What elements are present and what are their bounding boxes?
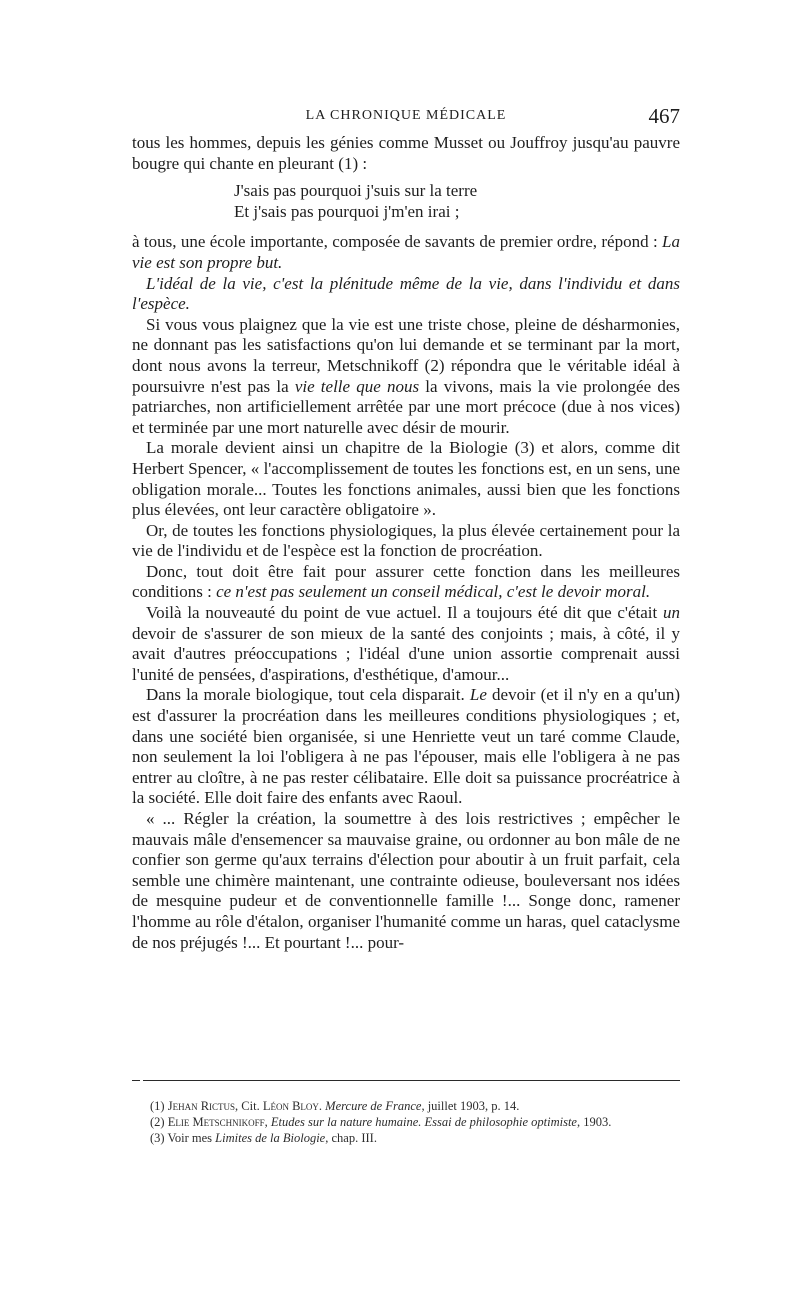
page-header bbox=[132, 104, 680, 132]
paragraph: La morale devient ainsi un chapitre de la Biologie (3) et alors, comme dit Herbert Spencer, « l'accomplissement de toutes les fonctions est, en un sens, une obligation morale... Toutes les fonctions animales, aussi bien que les fonctions plus élevées, ont leur caractère obligatoire ». bbox=[132, 438, 680, 520]
footnote-rule-short bbox=[132, 1080, 140, 1081]
paragraph: Dans la morale biologique, tout cela disparait. Le devoir (et il n'y en a qu'un) est d'assurer la procréation dans les meilleures conditions physiologiques ; et, dans une société bien organisée, si une Henriette veut un taré comme Claude, non seulement la loi l'obligera à ne pas l'épouser, mais elle l'obligera à ne pas entrer au cloître, à ne pas rester célibataire. Elle doit sa puissance procréatrice à la société. Elle doit faire des enfants avec Raoul. bbox=[132, 685, 680, 808]
page-number: 467 bbox=[648, 104, 680, 128]
footnotes bbox=[150, 1098, 680, 1146]
footnote-rule bbox=[143, 1080, 680, 1081]
running-head: LA CHRONIQUE MÉDICALE bbox=[305, 108, 507, 123]
footnote: (2) Elie Metschnikoff, Etudes sur la nature humaine. Essai de philosophie optimiste, 1903. bbox=[150, 1115, 612, 1129]
paragraph: tous les hommes, depuis les génies comme Musset ou Jouffroy jusqu'au pauvre bougre qui chante en pleurant (1) : bbox=[132, 133, 680, 173]
paragraph: L'idéal de la vie, c'est la plénitude même de la vie, dans l'individu et dans l'espèce. bbox=[132, 273, 680, 314]
paragraph: Si vous vous plaignez que la vie est une triste chose, pleine de désharmonies, ne donnant pas les satisfactions qu'on lui demande et se terminant par la mort, dont nous avons la terreur, Metschnikoff (2) répondra que le véritable idéal à poursuivre n'est pas la vie telle que nous la vivons, mais la vie prolongée des patriarches, non artificiellement arrêtée par une mort précoce (due à nos vices) et terminée par une mort naturelle avec désir de mourir. bbox=[132, 314, 680, 437]
paragraph: Donc, tout doit être fait pour assurer cette fonction dans les meilleures conditions : ce n'est pas seulement un conseil médical, c'est le devoir moral. bbox=[132, 561, 680, 602]
verse-line: Et j'sais pas pourquoi j'm'en irai ; bbox=[234, 201, 460, 221]
body-text bbox=[132, 133, 680, 953]
footnote: (3) Voir mes Limites de la Biologie, chap. III. bbox=[150, 1131, 377, 1145]
paragraph: à tous, une école importante, composée de savants de premier ordre, répond : La vie est son propre but. bbox=[132, 232, 680, 272]
paragraph: Or, de toutes les fonctions physiologiques, la plus élevée certainement pour la vie de l'individu et de l'espèce est la fonction de procréation. bbox=[132, 520, 680, 561]
footnote: (1) Jehan Rictus, Cit. Léon Bloy. Mercure de France, juillet 1903, p. 14. bbox=[150, 1099, 520, 1113]
paragraph: « ... Régler la création, la soumettre à des lois restrictives ; empêcher le mauvais mâle d'ensemencer sa mauvaise graine, ou ordonner au bon mâle de ne confier son germe qu'aux terrains d'élection pour aboutir à un fruit parfait, cela semble une chimère maintenant, une contrainte odieuse, bouleversant nos idées de mesquine pudeur et de conventionnelle famille !... Songe donc, ramener l'homme au rôle d'étalon, organiser l'humanité comme un haras, quel cataclysme de nos préjugés !... Et pourtant !... pour- bbox=[132, 809, 680, 952]
verse-quote bbox=[132, 181, 680, 222]
verse-line: J'sais pas pourquoi j'suis sur la terre bbox=[234, 181, 478, 201]
paragraph: Voilà la nouveauté du point de vue actuel. Il a toujours été dit que c'était un devoir de s'assurer de son mieux de la santé des conjoints ; mais, à côté, il y avait d'autres préoccupations ; l'idéal d'une union assortie comprenait aussi l'unité de pensées, d'aspirations, d'esthétique, d'amour... bbox=[132, 603, 680, 684]
